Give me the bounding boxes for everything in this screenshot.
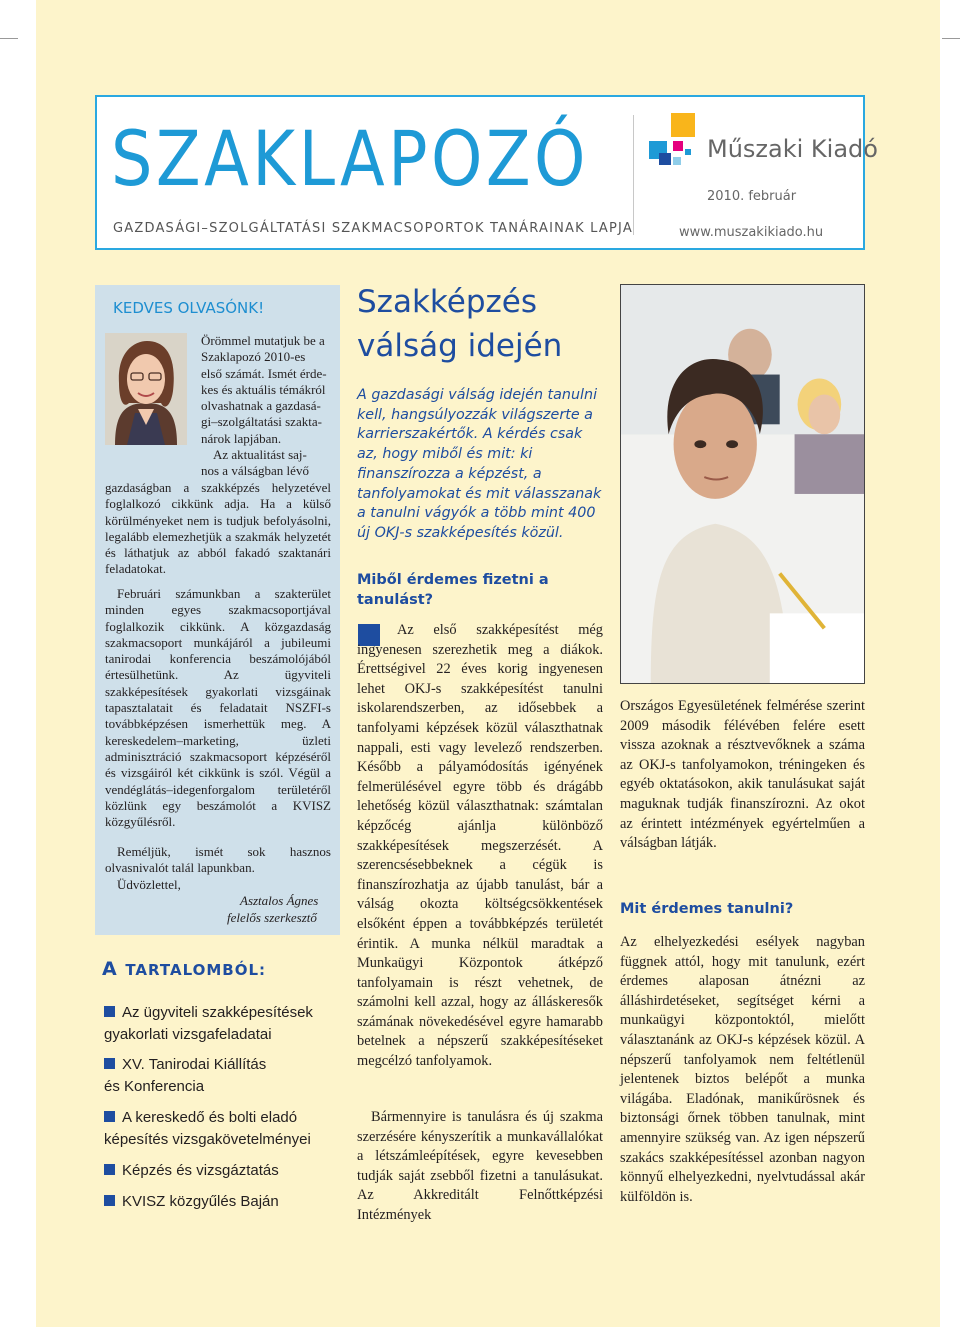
masthead-divider: [633, 115, 634, 235]
article-subhead: Mit érdemes tanulni?: [620, 901, 794, 917]
article-body: Az első szakképesítést még ingyenesen szerezhetik meg a diákok. Érettségivel 22 éves korig ingyenesen lehet OKJ-s szakképesítést tanulni iskolarendszerben, az idősebbek a tanfolyami képzések közül választhatnak nappali, esti vagy levelező rendszerben. Később a pályamódosítás igényének felmerülésével egyre több és drágább lehetőség közül választhatnak: számtalan képzőcég ajánlja különböző szakképesítések megszerzését. A szerencsésebbeknek a cégük is finanszírozhatja az újabb tanulást, bár a válság okozta költségcsökkentések elsőként éppen a továbbképzés területét érintik. A munka nélkül maradtak a Munkaügyi Központok átképző tanfolyamain is részt vehetnek, de számolni kell azzal, hogy az álláskeresők számának növekedésével egyre hamarabb betelnek a népszerű szakképesítéseket megcélzó tanfolyamok.: [357, 622, 603, 1070]
editorial-box: [95, 285, 340, 935]
contents-item-text: A kereskedő és bolti eladó: [122, 1109, 298, 1126]
article-title-line: válság idején: [357, 328, 563, 364]
publisher-logo-icon: [649, 113, 697, 173]
contents-item[interactable]: [104, 1191, 279, 1213]
contents-item-text: Képzés és vizsgáztatás: [122, 1162, 279, 1179]
bullet-square-icon: [104, 1006, 115, 1017]
contents-item[interactable]: [104, 1107, 311, 1151]
contents-item-text: képesítés vizsgakövetelményei: [104, 1131, 311, 1148]
editorial-line: olvashatnak a gazdasá-: [201, 398, 321, 414]
website-link[interactable]: www.muszakikiado.hu: [679, 225, 824, 240]
crop-mark: [942, 38, 960, 39]
article-body: Országos Egyesületének felmérése szerint 2009 második félévében felére esett vissza azoknak a résztvevőknek a száma az OKJ-s tanfolyamokon, tréningeken és egyéb oktatásokon, akik tanulásukat saját maguknak tudják finanszírozni. Az okot az érintett intézmények egyértelműen a válságban látják.: [620, 698, 865, 852]
issue-date: 2010. február: [707, 189, 797, 204]
bullet-square-icon: [104, 1195, 115, 1206]
masthead-subtitle: GAZDASÁGI–SZOLGÁLTATÁSI SZAKMACSOPORTOK TANÁRAINAK LAPJA: [113, 221, 633, 236]
signature-role: felelős szerkesztő: [227, 910, 317, 925]
editorial-paragraph: Reméljük, ismét sok hasznos olvasnivalót talál lapunkban.: [105, 844, 331, 876]
contents-item-text: és Konferencia: [104, 1078, 205, 1095]
editorial-paragraph: Februári számunkban a szakterület minden egyes szakmacsoportjával foglalkozik cikkünk. A közgazdaság szakmacsoport munkájáról a jubileumi tanirodai konferencia beszámolójából értesülhetünk. Az ügyviteli szakképesítések gyakorlati vizsgáinak tapasztalatait és feladatait NSZFI-s továbbképzésen ismerhettük meg. A kereskedelem–marketing, üzleti adminisztráció szakmacsoport képzéséről és vizsgáiról két cikkünk is szól. Végül a vendéglátás–idegenforgalom területéről közlünk egy beszámolót a KVISZ közgyűlésről.: [105, 586, 331, 830]
contents-item-text: KVISZ közgyűlés Baján: [122, 1193, 279, 1210]
contents-item-text: Az ügyviteli szakképesítések: [122, 1004, 313, 1021]
article-body: Bármennyire is tanulásra és új szakma szerzésére kényszerítik a munkavállalókat a létszámleépítések, egyre kevesebben tudják saját zsebből fizetni a tanulásukat. Az Akkreditált Felnőttképzési Intézmények: [357, 1109, 603, 1223]
students-photo: [620, 284, 865, 684]
article-body: Az elhelyezkedési esélyek nagyban függnek attól, hogy mit tanulunk, ezért érdemes alaposan átnézni az álláshirdetéseket, segítséget kérni a munkaügyi központoktól, mielőtt választanánk az OKJ-s képzések közül. A népszerű tanfolyamok nem feltétlenül jelentenek biztos belépőt a munka világába. Eladónak, manikűrösnek és biztonsági őrnek többen tanulnak, mint amennyire szükség van. Az igen népszerű szakács szakképesítéssel azonban nagyon könnyű elhelyezkedni, nyelvtudással akár külföldön is.: [620, 934, 865, 1205]
editorial-line: gi–szolgáltatási szakta-: [201, 414, 322, 430]
bullet-square-icon: [104, 1164, 115, 1175]
contents-heading: [102, 958, 266, 980]
editorial-line: Szaklapozó 2010-es: [201, 349, 306, 365]
article-title: [357, 280, 562, 368]
contents-item-text: XV. Tanirodai Kiállítás: [122, 1056, 267, 1073]
contents-heading-initial: A: [102, 958, 118, 980]
contents-heading-text: TARTALOMBÓL:: [125, 961, 267, 979]
editorial-line: nos a válságban lévő: [201, 463, 309, 479]
article-subhead: Miből érdemes fizetni a tanulást?: [357, 572, 549, 608]
editorial-line: Az aktualitást saj-: [213, 447, 307, 463]
editorial-greeting: Üdvözlettel,: [117, 877, 181, 892]
signature-name: Asztalos Ágnes: [240, 893, 319, 908]
masthead: [95, 95, 878, 250]
editorial-intro: [201, 333, 331, 480]
publisher-name: Műszaki Kiadó: [707, 135, 878, 163]
editorial-line: kes és aktuális témákról: [201, 381, 326, 397]
editorial-line: első számát. Ismét érde-: [201, 365, 327, 381]
contents-item[interactable]: [104, 1002, 313, 1046]
contents-item[interactable]: [104, 1160, 279, 1182]
editorial-line: Örömmel mutatjuk be a: [201, 333, 325, 348]
masthead-title: SZAKLAPOZÓ: [111, 114, 589, 203]
editorial-line: nárok lapjában.: [201, 430, 282, 446]
bullet-square-icon: [104, 1111, 115, 1122]
editorial-heading: KEDVES OLVASÓNK!: [113, 299, 265, 317]
article-title-line: Szakképzés: [357, 284, 537, 320]
contents-item[interactable]: [104, 1054, 266, 1098]
editor-portrait: [105, 333, 187, 445]
article-lead: A gazdasági válság idején tanulni kell, hangsúlyozzák világszerte a karrierszakértők. A kérdés csak az, hogy miből és mit: ki finanszírozza a képzést, a tanfolyamokat és mit válasszanak a tanulni vágyók a több mint 400 új OKJ-s szakképesítés közül.: [357, 387, 602, 541]
editorial-paragraph: gazdaságban a szakképzés helyzetével foglalkozó cikkünk adja. Ha a külső körülményeket nem is tudjuk befolyásolni, legalább elemezhetjük a szakmák helyzetét és láthatjuk az abból fakadó szaktanári feladatokat.: [105, 480, 331, 577]
bullet-square-icon: [104, 1058, 115, 1069]
contents-item-text: gyakorlati vizsgafeladatai: [104, 1026, 272, 1043]
crop-mark: [0, 38, 18, 39]
